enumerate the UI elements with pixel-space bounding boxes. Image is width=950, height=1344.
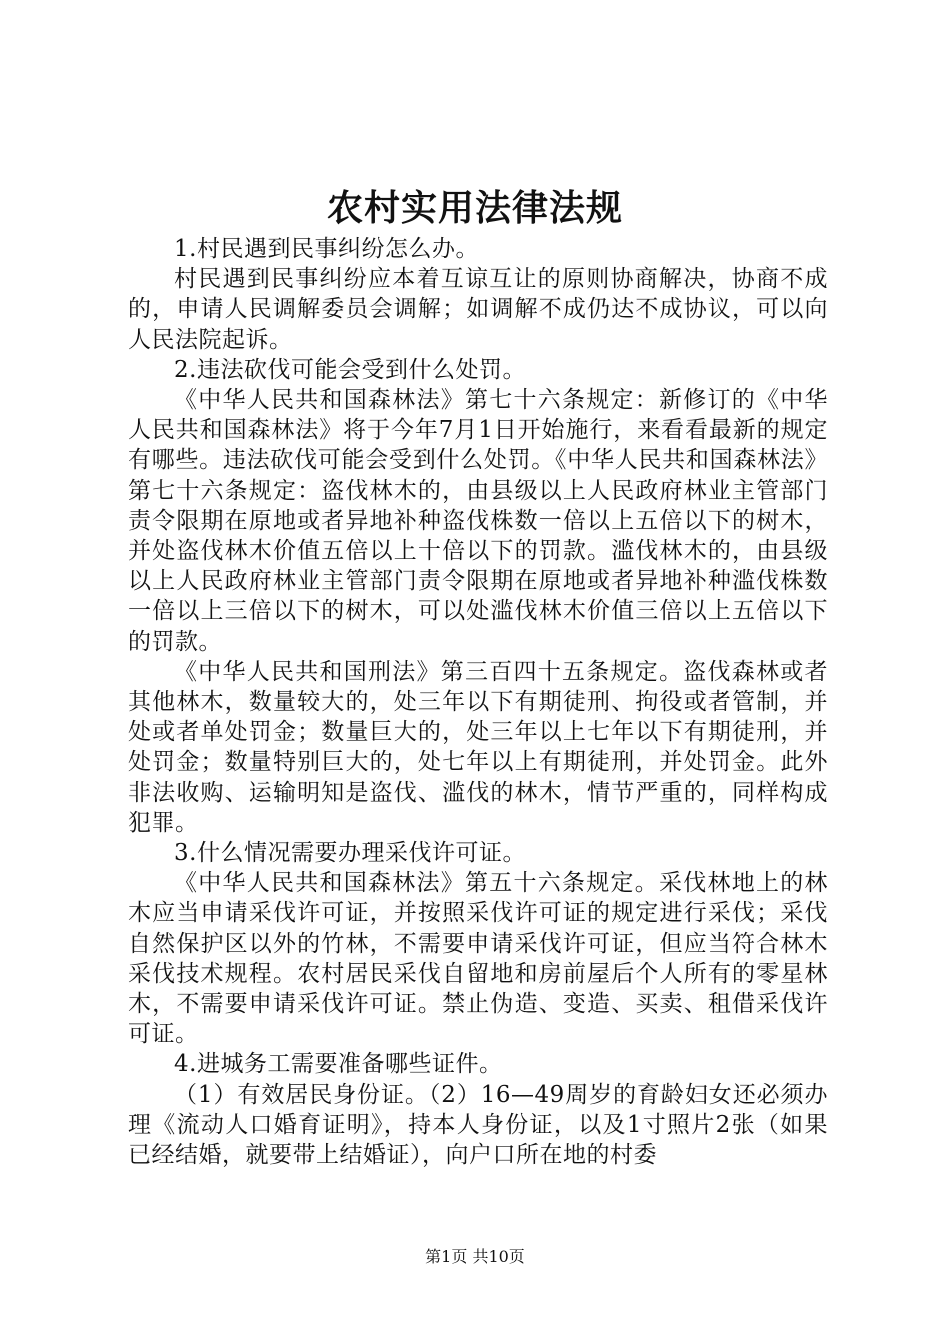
page-title: 农村实用法律法规 bbox=[326, 187, 623, 229]
section-heading-4: 4.进城务工需要准备哪些证件。 bbox=[174, 1051, 503, 1078]
section-heading-2: 2.违法砍伐可能会受到什么处罚。 bbox=[174, 356, 526, 383]
section-heading-1: 1.村民遇到民事纠纷怎么办。 bbox=[174, 236, 479, 262]
document-body bbox=[128, 234, 828, 1170]
page-footer: 第1页 共10页 bbox=[425, 1247, 525, 1266]
paragraph-5: （1）有效居民身份证。（2）16—49周岁的育龄妇女还必须办理《流动人口婚育证明》，持本人身份证，以及1寸照片2张（如果已经结婚，就要带上结婚证），向户口所在地的村委 bbox=[128, 1081, 828, 1169]
paragraph-3: 《中华人民共和国刑法》第三百四十五条规定。盗伐森林或者其他林木，数量较大的，处三年以下有期徒刑、拘役或者管制，并处或者单处罚金；数量巨大的，处三年以上七年以下有期徒刑，并处罚金；数量特别巨大的，处七年以上有期徒刑，并处罚金。此外非法收购、运输明知是盗伐、滥伐的林木，情节严重的，同样构成犯罪。 bbox=[128, 658, 828, 836]
paragraph-4: 《中华人民共和国森林法》第五十六条规定。采伐林地上的林木应当申请采伐许可证，并按照采伐许可证的规定进行采伐；采伐自然保护区以外的竹林，不需要申请采伐许可证，但应当符合林木采伐技术规程。农村居民采伐自留地和房前屋后个人所有的零星林木，不需要申请采伐许可证。禁止伪造、变造、买卖、租借采伐许可证。 bbox=[128, 870, 828, 1048]
section-heading-3: 3.什么情况需要办理采伐许可证。 bbox=[174, 840, 526, 867]
paragraph-1: 村民遇到民事纠纷应本着互谅互让的原则协商解决，协商不成的，申请人民调解委员会调解；如调解不成仍达不成协议，可以向人民法院起诉。 bbox=[128, 266, 828, 353]
paragraph-2: 《中华人民共和国森林法》第七十六条规定：新修订的《中华人民共和国森林法》将于今年7月1日开始施行，来看看最新的规定有哪些。违法砍伐可能会受到什么处罚。《中华人民共和国森林法》第七十六条规定：盗伐林木的，由县级以上人民政府林业主管部门责令限期在原地或者异地补种盗伐株数一倍以上五倍以下的树木，并处盗伐林木价值五倍以上十倍以下的罚款。滥伐林木的，由县级以上人民政府林业主管部门责令限期在原地或者异地补种滥伐株数一倍以上三倍以下的树木，可以处滥伐林木价值三倍以上五倍以下的罚款。 bbox=[128, 387, 828, 655]
